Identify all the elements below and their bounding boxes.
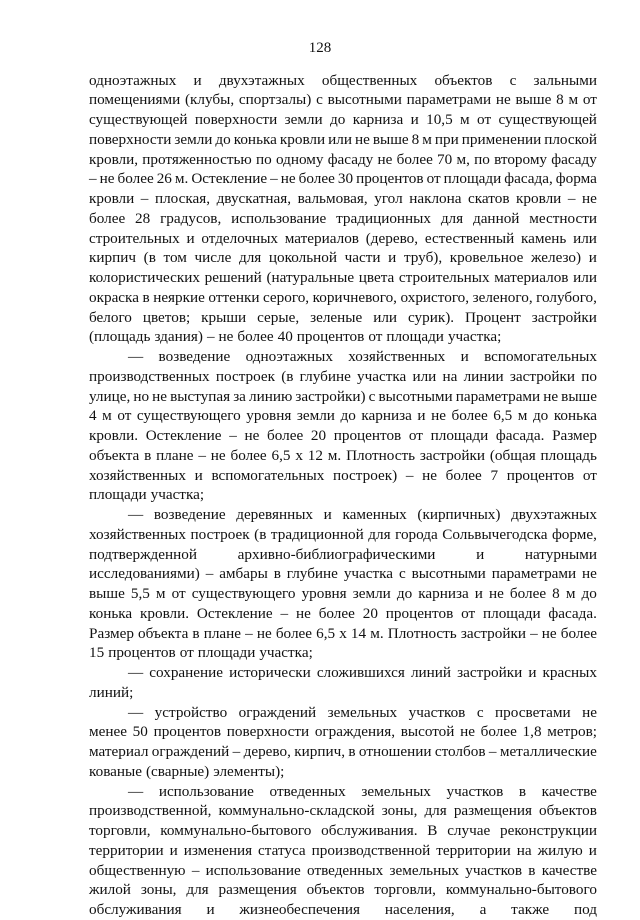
text-line: торговли, коммунально-бытового обслуживания. В случае реконструкции (89, 822, 597, 839)
text-line: колористических решений (натуральные цвета строительных материалов или (89, 269, 597, 286)
text-line: Размер объекта в плане – не более 6,5 х 14 м. Плотность застройки – не более (89, 624, 597, 642)
text-line: менее 50 процентов поверхности ограждения, высотой не более 1,8 метров; (89, 723, 597, 741)
text-line: — сохранение исторически сложившихся линий застройки и красных (128, 664, 597, 681)
text-line: территории и изменения статуса производственной территории на жилую и (89, 841, 597, 859)
text-line: более 28 градусов, использование традиционных для данной местности (89, 209, 597, 227)
text-line: конька кровли. Остекление – не более 20 процентов от площади фасада. (89, 604, 597, 622)
text-line: материал ограждений – дерево, кирпич, в отношении столбов – металлические (89, 743, 597, 760)
text-line: подтвержденной архивно-библиографическими и натурными (89, 545, 597, 563)
text-line: кованые (сварные) элементы); (89, 762, 285, 780)
text-line: исследованиями) – амбары в глубине участка с высотными параметрами не (89, 565, 597, 583)
text-line: — устройство ограждений земельных участков с просветами не (128, 703, 597, 721)
text-line: одноэтажных и двухэтажных общественных объектов с зальными (89, 71, 597, 89)
page-number: 128 (308, 40, 332, 56)
text-line: линий; (89, 683, 134, 701)
text-line: кровли – плоская, двускатная, вальмовая, угол наклона скатов кровли – не (89, 190, 597, 207)
text-line: общественную – использование отведенных земельных участков в качестве (89, 861, 597, 879)
text-line: производственной, коммунально-складской зоны, для размещения объектов (89, 802, 597, 820)
text-line: 4 м от существующего уровня земли до карниза и не более 6,5 м до конька (89, 407, 597, 425)
text-line: площади участка; (89, 486, 205, 504)
text-line: поверхности земли до конька кровли или не выше 8 м при применении плоской (89, 130, 597, 148)
text-line: жилой зоны, для размещения объектов торговли, коммунально-бытового (89, 881, 597, 899)
text-line: улице, но не выступая за линию застройки) с высотными параметрами не выше (89, 387, 597, 405)
text-line: белого цветов; крыши серые, зеленые или сурик). Процент застройки (89, 308, 597, 326)
text-line: (площадь здания) – не более 40 процентов от площади участка; (89, 328, 502, 346)
text-line: хозяйственных построек (в традиционной для города Сольвычегодска форме, (89, 525, 597, 543)
text-line: строительных и отделочных материалов (дерево, естественный камень или (89, 229, 597, 247)
text-line: – не более 26 м. Остекление – не более 30 процентов от площади фасада, форма (89, 170, 597, 188)
text-line: — возведение одноэтажных хозяйственных и вспомогательных (128, 348, 597, 365)
text-line: кровли, протяженностью по одному фасаду не более 70 м, по второму фасаду (89, 150, 597, 168)
text-line: существующей поверхности земли до карниза и 10,5 м от существующей (89, 111, 597, 128)
text-line: хозяйственных и вспомогательных построек) – не более 7 процентов от (89, 466, 597, 484)
text-line: — возведение деревянных и каменных (кирпичных) двухэтажных (128, 506, 597, 523)
text-line: производственных построек (в глубине участка или на линии застройки по (89, 367, 597, 385)
text-line: окраска в неяркие оттенки серого, коричневого, охристого, зеленого, голубого, (89, 288, 597, 306)
text-line: обслуживания и жизнеобеспечения населения, а также под (89, 901, 597, 918)
text-line: 15 процентов от площади участка; (89, 644, 313, 662)
text-line: — использование отведенных земельных участков в качестве (128, 782, 597, 800)
text-line: помещениями (клубы, спортзалы) с высотными параметрами не выше 8 м от (89, 91, 597, 109)
text-line: объекта в плане – не более 6,5 х 12 м. Плотность застройки (общая площадь (89, 446, 597, 464)
text-line: кирпич (в том числе для цокольной части и труб), кровельное железо) и (89, 249, 597, 267)
text-line: выше 5,5 м от существующего уровня земли до карниза и не более 8 м до (89, 585, 597, 602)
text-line: кровли. Остекление – не более 20 процентов от площади фасада. Размер (89, 427, 597, 444)
